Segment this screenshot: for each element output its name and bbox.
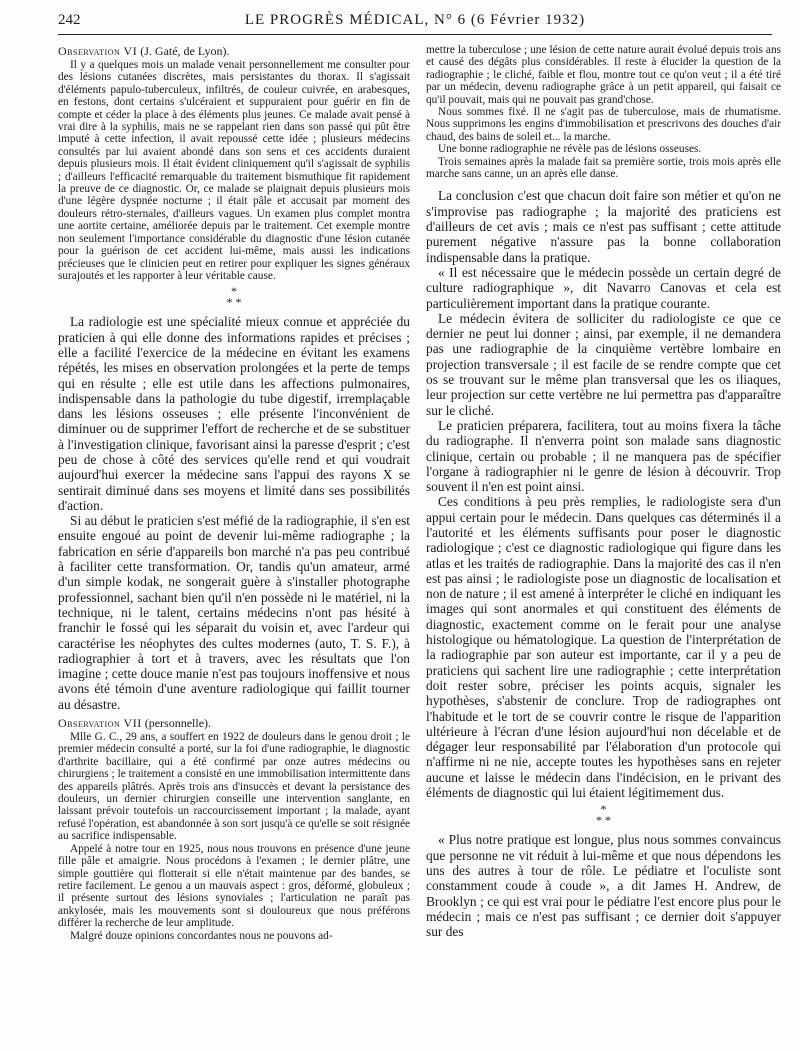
section-separator	[58, 286, 410, 308]
separator-star-top-right: *	[600, 802, 607, 817]
observation-7-continued-4: Trois semaines après la malade fait sa première sortie, trois mois après elle marche sans canne, un an après elle danse.	[426, 155, 781, 181]
observation-7-continued-1: mettre la tuberculose ; une lésion de cette nature aurait évolué depuis trois ans et causé des dégâts plus considérables. Il reste à élucider la question de la radiographie ; le cliché, faible et flou, montre tout ce qu'on veut ; il a été tiré par un médecin, devenu radiographe grâce à un petit appareil, qui faisait ce qu'il pouvait, mais qui ne pouvait pas grand'chose.	[426, 44, 781, 106]
observation-7-text-1: Mlle G. C., 29 ans, a souffert en 1922 de douleurs dans le genou droit ; le premier médecin consulté a porté, sur la foi d'une radiographie, le diagnostic d'arthrite bacillaire, qui a été confirmé par onze autres médecins ou chirurgiens ; le traitement a consisté en une immobilisation intermittente dans des appareils plâtrés. Après trois ans d'insuccès et devant la persistance des douleurs, un dernier chirurgien conseille une intervention sanglante, en laissant prévoir toutefois un raccourcissement important ; la malade, ayant refusé l'opération, est abandonnée à son sort jusqu'à ce qu'elle se soit résignée au sacrifice indispensable.	[58, 731, 410, 843]
paragraph-conclusion: La conclusion c'est que chacun doit faire son métier et qu'on ne s'improvise pas radiographe ; la majorité des praticiens est d'ailleurs de cet avis ; mais ce n'est pas suffisant ; cette attitude purement négative n'assure pas la bonne collaboration indispensable dans la pratique.	[426, 188, 781, 265]
observation-7-label: Observation VII	[58, 716, 142, 731]
paragraph-conditions: Ces conditions à peu près remplies, le radiologiste sera d'un appui certain pour le médecin. Dans quelques cas déterminés il a l'autorité et les éléments suffisants pour poser le diagnostic radiologique ; c'est ce diagnostic radiologique qui figure dans les atlas et les traités de radiographie. Dans la majorité des cas il n'en est pas ainsi ; le radiologiste pose un diagnostic de localisation et non de nature ; il est amené à interpréter le cliché en indiquant les images qui sont anormales et qui constituent des éléments de diagnostic, exactement comme on le ferait pour une analyse histologique ou hématologique. La question de l'interprétation de la radiographie par son auteur est importante, car il y a peu de praticiens qui sachent lire une radiographie ; cette interprétation doit rester sobre, préciser les points acquis, signaler les hypothèses, s'abstenir de conclure. Trop de radiographes ont l'habitude et le tort de se couvrir contre le risque de l'apparition ultérieure à l'écran d'une lésion aujourd'hui non décelable et de dégager leur responsabilité par l'élaboration d'un protocole qui n'affirme ni ne nie, accepte toutes les hypothèses sans en rejeter aucune et laisse le médecin dans l'indécision, en le privant des éléments de diagnostic qui lui étaient légitimement dus.	[426, 494, 781, 801]
right-column	[426, 44, 781, 1043]
paragraph-quote-navarro: « Il est nécessaire que le médecin possède un certain degré de culture radiographique », dit Navarro Canovas et cela est particulièrement important dans la pratique courante.	[426, 264, 781, 311]
paragraph-radiographie: Si au début le praticien s'est méfié de la radiographie, il s'en est ensuite engoué au point de devenir lui-même radiographe ; la fabrication en série d'appareils bon marché n'a pas peu contribué à faciliter cette transformation. Or, tandis qu'un amateur, armé d'un simple kodak, ne songerait guère à s'installer photographe professionnel, sachant bien qu'il n'en possède ni le matériel, ni la technique, ni le talent, certains médecins n'ont pas hésité à franchir le fossé qui les séparait du voisin et, avec l'ardeur qui caractérise les néophytes des cultes modernes (auto, T. S. F.), à radiographier à tort et à travers, avec les résultats que l'on imagine ; cette douce manie n'est pas toujours inoffensive et nous avons été témoin d'une aventure radiologique qui faillit tourner au désastre.	[58, 513, 410, 712]
observation-6-author: (J. Gaté, de Lyon).	[137, 44, 230, 58]
separator-star-bottom-right: * *	[596, 813, 611, 828]
observation-7-author: (personnelle).	[141, 716, 212, 731]
page-number: 242	[58, 12, 81, 28]
separator-star-bottom: * *	[226, 295, 242, 310]
paragraph-praticien: Le praticien préparera, facilitera, tout au moins fixera la tâche du radiographe. Il n'enverra point son malade sans diagnostic clinique, certain ou probable ; il ne manquera pas de spécifier l'organe à radiographier ni le genre de lésion à découvrir. Trop souvent il n'en est point ainsi.	[426, 417, 781, 495]
observation-6-text: Il y a quelques mois un malade venait personnellement me consulter pour des lésions cutanées discrètes, mais persistantes du thorax. Il s'agissait d'éléments papulo-tuberculeux, infiltrés, de couleur cuivrée, en arabesques, en festons, dont certains s'ulcéraient et suppuraient pour guérir en fin de compte et céder la place à des éléments plus jeunes. Ce malade avait pensé à vrai dire à la syphilis, mais ne se rappelant rien dans son passé qui pût être imputé à cette infection, il avait repoussé cette idée ; plusieurs médecins consultés par lui avaient abondé dans son sens et ces accidents duraient depuis plusieurs mois. Il était évident cliniquement qu'il s'agissait de syphilis ; d'ailleurs l'efficacité remarquable du traitement bismuthique fit rapidement la preuve de ce diagnostic. Or, ce malade se plaignait depuis plusieurs mois d'une légère dyspnée nocturne ; il était pâle et accusait par moment des douleurs rétro-sternales, d'ailleurs vagues. Un examen plus complet montra une aortite certaine, améliorée depuis par le traitement. Cet exemple montre non seulement l'importance considérable du diagnostic d'une lésion cutanée pour la guérison de cet accident lui-même, mais aussi les indications précieuses que le clinicien peut en retirer pour expliquer les signes généraux surajoutés et les rapporter à leur véritable cause.	[58, 59, 410, 282]
page-header	[58, 12, 772, 35]
observation-7-continued-2: Nous sommes fixé. Il ne s'agit pas de tuberculose, mais de rhumatisme. Nous supprimons les engins d'immobilisation et prescrivons des douches d'air chaud, des bains de soleil et... la marche.	[426, 106, 781, 143]
observation-7-text-3: Malgré douze opinions concordantes nous ne pouvons ad-	[70, 929, 333, 942]
paragraph-medecin: Le médecin évitera de solliciter du radiologiste ce que ce dernier ne peut lui donner ; ainsi, par exemple, il ne demandera pas une radiographie de la cinquième vertèbre lombaire en projection transversale ; il est facile de se rendre compte que cet os se trouvant sur le même plan transversal que les os iliaques, leur projection sur cette vertèbre ne lui permettra pas d'apparaître sur le cliché.	[426, 310, 781, 418]
paragraph-andrew: « Plus notre pratique est longue, plus nous sommes convaincus que personne ne vit réduit à lui-même et que nous dépendons les uns des autres à tour de rôle. Le pédiatre et l'oculiste sont constamment coude à coude », a dit James H. Andrew, de Brooklyn ; ce qui est vrai pour le pédiatre l'est encore plus pour le médecin ; mais ce n'est pas suffisant ; ce dernier doit s'appuyer sur des	[426, 832, 781, 940]
observation-6-label: Observation VI	[58, 44, 138, 58]
observation-7-heading	[58, 716, 410, 730]
section-separator-right	[426, 804, 781, 826]
paragraph-radiologie: La radiologie est une spécialité mieux connue et appréciée du praticien à qui elle donne des informations rapides et précises ; elle a facilité l'exercice de la médecine en évitant les examens répétés, les mises en observation prolongées et la perte de temps qui en résulte ; elle est utile dans les affections pulmonaires, indispensable dans la pathologie du tube digestif, irremplaçable dans les lésions osseuses ; elle présente l'inconvénient de diminuer ou de supprimer l'effort de recherche et de se substituer à l'investigation clinique, favorisant ainsi la paresse d'esprit ; c'est peu de chose à côté des services qu'elle rend et qui voudrait aujourd'hui exercer la médecine sans l'appui des rayons X se sentirait diminué dans ses moyens et limité dans ses possibilités d'action.	[58, 314, 410, 513]
observation-7-continued-3: Une bonne radiographie ne révèle pas de lésions osseuses.	[438, 143, 702, 156]
left-column	[58, 44, 410, 1043]
separator-star-top: *	[231, 284, 237, 299]
observation-6-heading	[58, 44, 410, 58]
observation-7-text-2: Appelé à notre tour en 1925, nous nous trouvons en présence d'une jeune fille pâle et amaigrie. Nous procédons à l'examen ; le dernier plâtre, une simple gouttière qui flotterait si elle n'était maintenue par des bandes, se retire facilement. Le genou a un mauvais aspect : gros, déformé, globuleux ; il présente surtout des lésions synoviales ; l'articulation ne paraît pas ankylosée, mais les mouvements sont si douloureux que nous préférons différer la recherche de leur amplitude.	[58, 842, 410, 930]
running-head: LE PROGRÈS MÉDICAL, N° 6 (6 Février 1932)	[244, 12, 586, 28]
